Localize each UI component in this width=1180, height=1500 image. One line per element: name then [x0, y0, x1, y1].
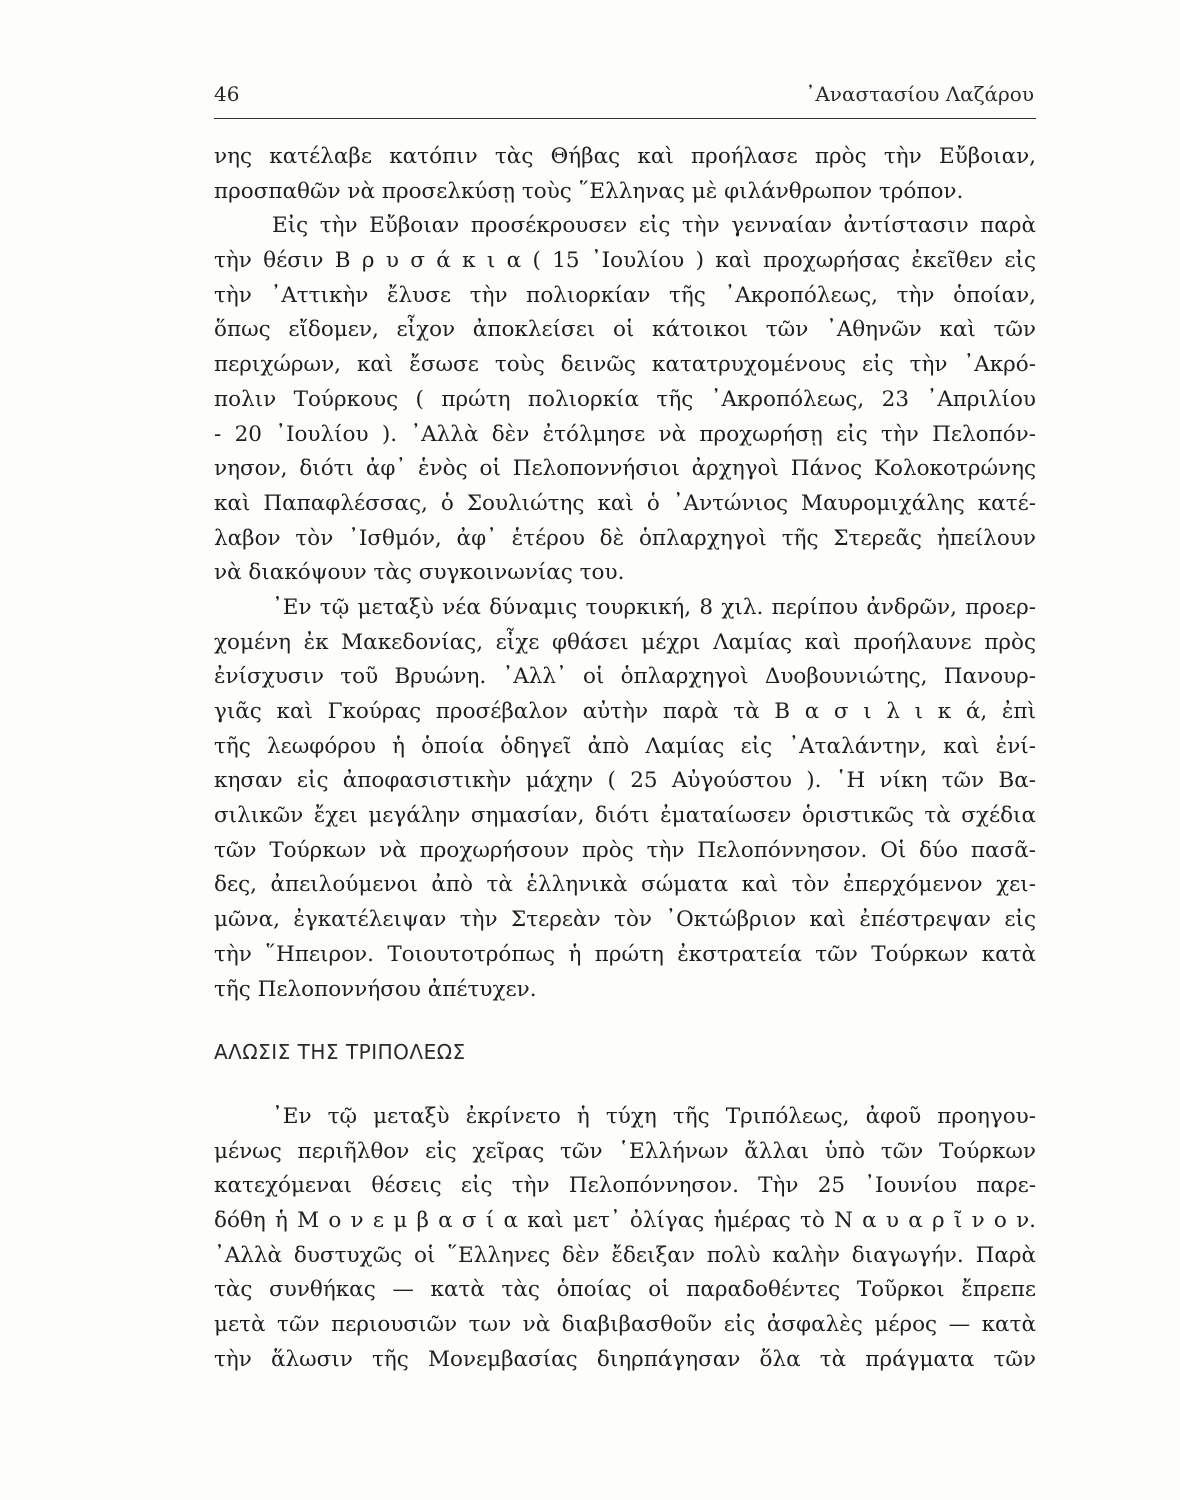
- text-line: ᾿Εν τῷ μεταξὺ ἐκρίνετο ἡ τύχη τῆς Τριπόλεως, ἀφοῦ προηγου-: [272, 1104, 1036, 1129]
- text-line: νὰ διακόψουν τὰς συγκοινωνίας του.: [214, 560, 625, 586]
- text-line: περιχώρων, καὶ ἔσωσε τοὺς δεινῶς κατατρυχομένους εἰς τὴν ᾿Ακρό-: [214, 352, 1036, 378]
- text-line: ἐνίσχυσιν τοῦ Βρυώνη. ᾿Αλλ᾿ οἱ ὁπλαρχηγοὶ Δυοβουνιώτης, Πανουρ-: [214, 664, 1036, 690]
- running-head-author: ᾿Αναστασίου Λαζάρου: [805, 82, 1034, 106]
- text-line: μετὰ τῶν περιουσιῶν των νὰ διαβιβασθοῦν εἰς ἀσφαλὲς μέρος — κατὰ: [214, 1312, 1036, 1338]
- paragraph: [214, 1100, 1036, 1378]
- text-line: καὶ Παπαφλέσσας, ὁ Σουλιώτης καὶ ὁ ᾿Αντώνιος Μαυρομιχάλης κατέ-: [214, 490, 1036, 516]
- section-heading: ΑΛΩΣΙΣ ΤΗΣ ΤΡΙΠΟΛΕΩΣ: [214, 1040, 466, 1064]
- text-line: ᾿Εν τῷ μεταξὺ νέα δύναμις τουρκική, 8 χιλ. περίπου ἀνδρῶν, προερ-: [272, 594, 1036, 620]
- paragraph: [214, 140, 1036, 209]
- paragraph: [214, 209, 1036, 591]
- text-line: πολιν Τούρκους ( πρώτη πολιορκία τῆς ᾿Ακροπόλεως, 23 ᾿Απριλίου: [214, 386, 1036, 412]
- text-line: μένως περιῆλθον εἰς χεῖρας τῶν ῾Ελλήνων ἄλλαι ὑπὸ τῶν Τούρκων: [214, 1138, 1036, 1164]
- text-line: ᾿Αλλὰ δυστυχῶς οἱ ῞Ελληνες δὲν ἔδειξαν πολὺ καλὴν διαγωγήν. Παρὰ: [214, 1242, 1036, 1268]
- body-text-section-2: [214, 1100, 1036, 1378]
- text-line: χομένη ἐκ Μακεδονίας, εἶχε φθάσει μέχρι Λαμίας καὶ προήλαυνε πρὸς: [214, 629, 1036, 655]
- text-line: μῶνα, ἐγκατέλειψαν τὴν Στερεὰν τὸν ᾿Οκτώβριον καὶ ἐπέστρεψαν εἰς: [214, 907, 1036, 933]
- body-text-section-1: [214, 140, 1036, 1007]
- text-line: τὴν θέσιν Β ρ υ σ ά κ ι α ( 15 ᾿Ιουλίου ) καὶ προχωρήσας ἐκεῖθεν εἰς: [214, 248, 1036, 274]
- text-line: κησαν εἰς ἀποφασιστικὴν μάχην ( 25 Αὐγούστου ). ῾Η νίκη τῶν Βα-: [214, 768, 1036, 794]
- text-line: τὴν ῞Ηπειρον. Τοιουτοτρόπως ἡ πρώτη ἐκστρατεία τῶν Τούρκων κατὰ: [214, 941, 1036, 967]
- text-line: λαβον τὸν ᾿Ισθμόν, ἀφ᾿ ἑτέρου δὲ ὁπλαρχηγοὶ τῆς Στερεᾶς ἠπείλουν: [214, 525, 1036, 551]
- header-rule: [214, 118, 1036, 119]
- paragraph: [214, 591, 1036, 1007]
- text-line: τῆς Πελοποννήσου ἀπέτυχεν.: [214, 976, 537, 1002]
- text-line: δες, ἀπειλούμενοι ἀπὸ τὰ ἑλληνικὰ σώματα καὶ τὸν ἐπερχόμενον χει-: [214, 872, 1036, 898]
- text-line: κατεχόμεναι θέσεις εἰς τὴν Πελοπόννησον. Τὴν 25 ᾿Ιουνίου παρε-: [214, 1173, 1036, 1199]
- text-line: τὴν ᾿Αττικὴν ἔλυσε τὴν πολιορκίαν τῆς ᾿Ακροπόλεως, τὴν ὁποίαν,: [214, 282, 1036, 308]
- text-line: δόθη ἡ Μ ο ν ε μ β α σ ί α καὶ μετ᾿ ὀλίγας ἡμέρας τὸ Ν α υ α ρ ῖ ν ο ν.: [214, 1208, 1036, 1234]
- text-line: τὴν ἅλωσιν τῆς Μονεμβασίας διηρπάγησαν ὅλα τὰ πράγματα τῶν: [214, 1346, 1036, 1372]
- page-number: 46: [214, 82, 240, 106]
- text-line: τῆς λεωφόρου ἡ ὁποία ὁδηγεῖ ἀπὸ Λαμίας εἰς ᾿Αταλάντην, καὶ ἐνί-: [214, 733, 1036, 759]
- text-line: προσπαθῶν νὰ προσελκύσῃ τοὺς ῞Ελληνας μὲ φιλάνθρωπον τρόπον.: [214, 178, 964, 204]
- text-line: νης κατέλαβε κατόπιν τὰς Θήβας καὶ προήλασε πρὸς τὴν Εὔβοιαν,: [214, 144, 1036, 169]
- text-line: ὅπως εἴδομεν, εἶχον ἀποκλείσει οἱ κάτοικοι τῶν ᾿Αθηνῶν καὶ τῶν: [214, 317, 1036, 343]
- text-line: νησον, διότι ἀφ᾿ ἑνὸς οἱ Πελοποννήσιοι ἀρχηγοὶ Πάνος Κολοκοτρώνης: [214, 456, 1036, 482]
- text-line: τῶν Τούρκων νὰ προχωρήσουν πρὸς τὴν Πελοπόννησον. Οἱ δύο πασᾶ-: [214, 837, 1036, 863]
- text-line: γιᾶς καὶ Γκούρας προσέβαλον αὐτὴν παρὰ τὰ Β α σ ι λ ι κ ά, ἐπὶ: [214, 699, 1036, 724]
- text-line: - 20 ᾿Ιουλίου ). ᾿Αλλὰ δὲν ἐτόλμησε νὰ προχωρήσῃ εἰς τὴν Πελοπόν-: [214, 421, 1036, 447]
- text-line: Εἰς τὴν Εὔβοιαν προσέκρουσεν εἰς τὴν γενναίαν ἀντίστασιν παρὰ: [272, 213, 1036, 239]
- text-line: τὰς συνθήκας — κατὰ τὰς ὁποίας οἱ παραδοθέντες Τοῦρκοι ἔπρεπε: [214, 1277, 1036, 1303]
- text-line: σιλικῶν ἔχει μεγάλην σημασίαν, διότι ἐματαίωσεν ὁριστικῶς τὰ σχέδια: [214, 803, 1036, 829]
